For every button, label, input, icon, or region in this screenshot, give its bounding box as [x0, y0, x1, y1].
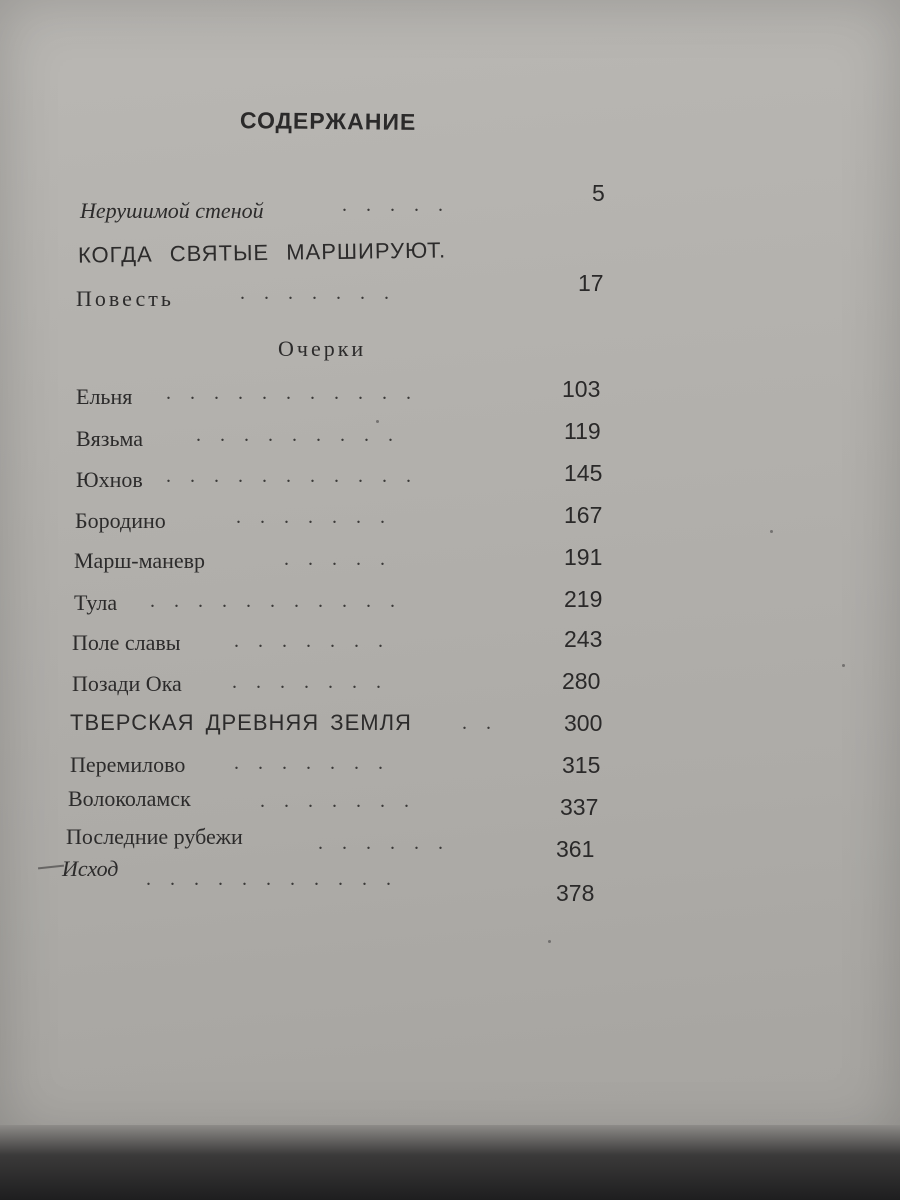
page-edge-shadow [0, 1125, 900, 1200]
toc-entry-page: 145 [564, 460, 603, 486]
toc-entry-label: Нерушимой стеной [80, 198, 264, 223]
toc-entry-page: 5 [592, 180, 605, 206]
toc-entry-page: 378 [556, 880, 595, 906]
paper-speck [548, 940, 551, 943]
toc-entry-page: 103 [562, 376, 601, 402]
leader-dots: ....... [234, 752, 402, 774]
toc-title: СОДЕРЖАНИЕ [239, 107, 417, 135]
toc-entry-label: Перемилово [70, 752, 186, 777]
toc-entry-page: 17 [578, 270, 604, 296]
toc-entry-label: Волоколамск [68, 786, 191, 811]
leader-dots: ........... [166, 465, 430, 487]
leader-dots: .. [462, 712, 510, 734]
toc-entry-page: 167 [564, 502, 603, 528]
leader-dots: ..... [342, 194, 462, 216]
toc-entry-page: 337 [560, 794, 599, 820]
toc-entry-label: ТВЕРСКАЯ ДРЕВНЯЯ ЗЕМЛЯ [70, 710, 412, 735]
leader-dots: ....... [260, 790, 428, 812]
toc-entry-label: Марш-маневр [74, 548, 206, 573]
leader-dots: ........... [146, 868, 410, 890]
toc-entry-label: Бородино [75, 508, 166, 533]
toc-entry-label: Последние рубежи [66, 824, 243, 849]
leader-dots: ........... [150, 590, 414, 612]
toc-entry-page: 361 [556, 836, 595, 862]
pencil-mark [38, 865, 64, 870]
toc-entry-label: Позади Ока [72, 671, 182, 696]
toc-entry-label: Поле славы [72, 630, 181, 655]
leader-dots: ....... [240, 282, 408, 304]
toc-entry-label: Исход [62, 856, 119, 881]
toc-entry-page: 280 [562, 668, 601, 694]
toc-entry-sublabel: Повесть [76, 286, 174, 311]
toc-entry-page: 191 [564, 544, 603, 570]
toc-entry-page: 300 [564, 710, 603, 736]
section-header: Очерки [278, 336, 367, 361]
leader-dots: ....... [234, 630, 402, 652]
toc-entry-label: Ельня [76, 384, 133, 409]
leader-dots: ...... [318, 832, 462, 854]
toc-entry-label: Тула [74, 590, 118, 615]
paper-speck [842, 664, 845, 667]
toc-entry-page: 315 [562, 752, 601, 778]
toc-entry-label: Юхнов [76, 467, 143, 492]
leader-dots: ......... [196, 424, 412, 446]
toc-entry-label: КОГДА СВЯТЫЕ МАРШИРУЮТ. [77, 237, 447, 268]
leader-dots: ....... [232, 671, 400, 693]
paper-speck [770, 530, 773, 533]
toc-entry-page: 243 [564, 626, 603, 652]
leader-dots: ........... [166, 382, 430, 404]
toc-entry-page: 119 [564, 418, 601, 444]
toc-entry-label: Вязьма [76, 426, 144, 451]
toc-entry-page: 219 [564, 586, 603, 612]
paper-speck [376, 420, 379, 423]
leader-dots: ..... [284, 548, 404, 570]
leader-dots: ....... [236, 506, 404, 528]
